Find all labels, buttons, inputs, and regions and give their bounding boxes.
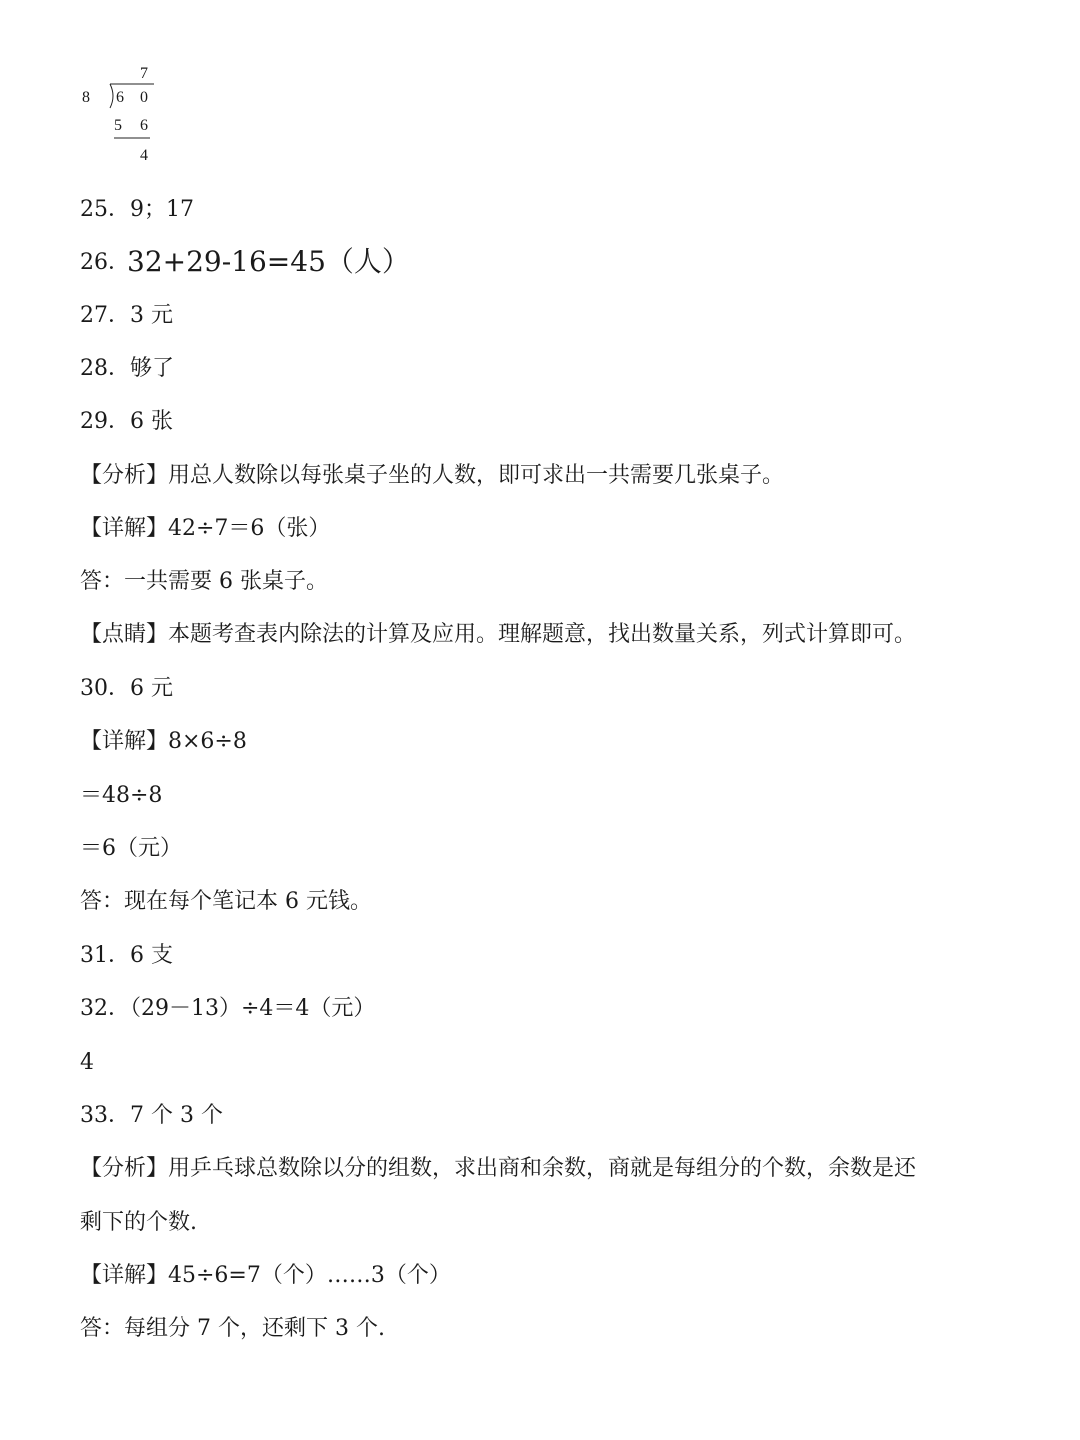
product-digit-2: 6 xyxy=(140,117,148,134)
answer-33: 33．7 个 3 个 xyxy=(80,1103,223,1128)
detail-33: 【详解】45÷6=7（个）……3（个） xyxy=(80,1263,451,1288)
dividend-digit-1: 6 xyxy=(116,89,124,106)
analysis-29: 【分析】用总人数除以每张桌子坐的人数，即可求出一共需要几张桌子。 xyxy=(80,463,785,488)
detail-29: 【详解】42÷7＝6（张） xyxy=(80,516,331,541)
answer-28: 28．够了 xyxy=(80,356,174,381)
dividend-digit-2: 0 xyxy=(140,89,148,106)
step-30-2: ＝6（元） xyxy=(80,836,182,861)
analysis-33: 【分析】用乒乓球总数除以分的组数，求出商和余数，商就是每组分的个数，余数是还 xyxy=(80,1156,917,1181)
answer-32-value: 4 xyxy=(80,1050,94,1075)
quotient: 7 xyxy=(140,65,148,82)
detail-30: 【详解】8×6÷8 xyxy=(80,729,247,754)
answer-text-29: 答：一共需要 6 张桌子。 xyxy=(80,569,328,594)
step-30-1: ＝48÷8 xyxy=(80,783,163,808)
answer-31: 31．6 支 xyxy=(80,943,173,968)
comment-29: 【点睛】本题考查表内除法的计算及应用。理解题意，找出数量关系，列式计算即可。 xyxy=(80,622,917,647)
analysis-33-cont: 剩下的个数. xyxy=(80,1210,197,1235)
answer-29: 29．6 张 xyxy=(80,409,173,434)
divisor: 8 xyxy=(82,89,90,106)
answer-30: 30．6 元 xyxy=(80,676,173,701)
product-digit-1: 5 xyxy=(114,117,122,134)
answer-25: 25．9；17 xyxy=(80,197,194,222)
answer-26-number: 26． xyxy=(80,250,130,275)
remainder: 4 xyxy=(140,147,148,164)
answer-text-33: 答：每组分 7 个，还剩下 3 个. xyxy=(80,1316,385,1341)
answer-32: 32．（29－13）÷4＝4（元） xyxy=(80,996,376,1021)
division-bracket xyxy=(70,58,170,170)
answer-27: 27．3 元 xyxy=(80,303,173,328)
answer-text-30: 答：现在每个笔记本 6 元钱。 xyxy=(80,889,372,914)
long-division xyxy=(70,58,170,170)
answer-26-expression: 32+29-16=45（人） xyxy=(127,245,410,278)
